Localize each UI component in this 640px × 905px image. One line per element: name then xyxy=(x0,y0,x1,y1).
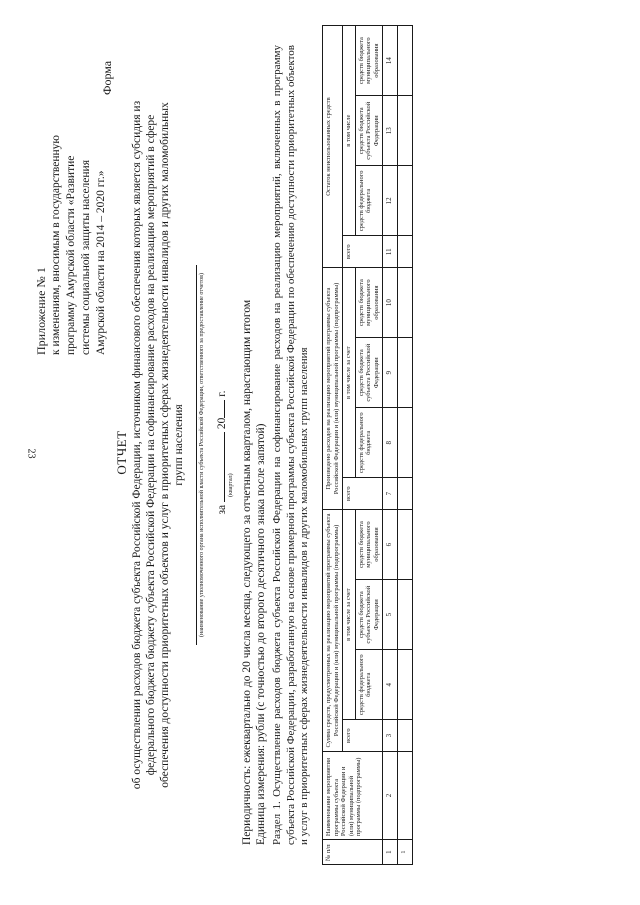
table-cell xyxy=(398,26,413,96)
column-number: 10 xyxy=(383,268,398,338)
table-cell xyxy=(398,268,413,338)
header-regional: средств бюджета субъекта Российской Федерации xyxy=(355,580,383,650)
appendix-line: системы социальной защиты населения xyxy=(80,160,92,355)
column-number: 5 xyxy=(383,580,398,650)
column-number: 12 xyxy=(383,166,398,236)
table-cell xyxy=(398,510,413,580)
header-spent: Произведено расходов на реализацию мероприятий программы субъекта Российской Федерации и (или) муниципальной программы (подпрограммы) xyxy=(323,268,343,510)
header-federal: средств федерального бюджета xyxy=(355,166,383,236)
report-table xyxy=(322,25,413,865)
periodicity-block xyxy=(240,25,268,845)
report-table-wrap xyxy=(322,25,413,865)
header-remaining: Остаток неиспользованных средств xyxy=(323,26,343,268)
column-number-row xyxy=(383,26,398,865)
page-number: 23 xyxy=(25,448,37,459)
column-number: 6 xyxy=(383,510,398,580)
table-cell xyxy=(398,166,413,236)
table-cell xyxy=(398,478,413,510)
header-planned: Сумма средств, предусмотренных на реализацию мероприятий программы субъекта Российской Федерации и (или) муниципальной программы (подпрограммы) xyxy=(323,510,343,752)
agency-caption: (наименование уполномоченного органа исполнительной власти субъекта Российской Федерации, ответственного за предоставление отчетов) xyxy=(199,273,205,637)
report-subtitle xyxy=(130,45,186,845)
header-name: Наименование мероприятия программы субъекта Российской Федерации и (или) муниципальной программы (подпрограммы) xyxy=(323,751,383,839)
period-suffix: г. xyxy=(216,390,228,397)
table-cell xyxy=(398,96,413,166)
column-number: 13 xyxy=(383,96,398,166)
quarter-blank xyxy=(213,432,225,502)
column-number: 8 xyxy=(383,408,398,478)
table-cell xyxy=(398,751,413,839)
header-regional: средств бюджета субъекта Российской Федерации xyxy=(355,96,383,166)
appendix-title: Приложение № 1 xyxy=(34,267,48,355)
table-cell xyxy=(398,236,413,268)
column-number: 4 xyxy=(383,650,398,720)
header-municipal: средств бюджета муниципального образования xyxy=(355,26,383,96)
column-number: 2 xyxy=(383,751,398,839)
header-total: всего xyxy=(343,236,383,268)
agency-fill-line xyxy=(196,265,197,645)
form-label: Форма xyxy=(100,60,114,95)
subtitle-line: обеспечения доступности приоритетных объектов и услуг в приоритетных сферах жизнедеятельности инвалидов и других маломобильных xyxy=(159,102,171,788)
column-number: 14 xyxy=(383,26,398,96)
section-1-heading: Раздел 1. Осуществление расходов бюджета субъекта Российской Федерации на софинансирование расходов на реализацию мероприятий, включенных в программу субъекта Российской Федерации, разработанную на основе примерной программы субъекта Российской Федерации по обеспечению доступности приоритетных объектов и услуг в приоритетных сферах жизнедеятельности инвалидов и других маломобильных групп населения xyxy=(271,45,310,845)
header-federal: средств федерального бюджета xyxy=(355,408,383,478)
header-incl-account: в том числе за счет xyxy=(343,268,356,478)
report-title: ОТЧЕТ xyxy=(114,430,129,475)
appendix-line: к изменениям, вносимым в государственную xyxy=(50,135,62,355)
period-century: 20 xyxy=(216,417,228,430)
table-cell xyxy=(398,580,413,650)
column-number: 3 xyxy=(383,720,398,752)
header-incl: в том числе xyxy=(343,26,356,236)
table-cell: 1 xyxy=(398,840,413,865)
column-number: 11 xyxy=(383,236,398,268)
subtitle-line: федерального бюджета бюджету субъекта Российской Федерации на софинансирование расходов на реализацию мероприятий в сфере xyxy=(145,114,157,776)
table-cell xyxy=(398,408,413,478)
subtitle-line: групп населения xyxy=(173,404,185,486)
quarter-caption: (квартал) xyxy=(228,473,234,497)
table-cell xyxy=(398,650,413,720)
header-total: всего xyxy=(343,478,383,510)
reporting-period xyxy=(213,0,228,905)
table-cell xyxy=(398,338,413,408)
header-federal: средств федерального бюджета xyxy=(355,650,383,720)
periodicity-text: Периодичность: ежеквартально до 20 числа месяца, следующего за отчетным кварталом, нарастающим итогом xyxy=(241,299,253,845)
header-municipal: средств бюджета муниципального образования xyxy=(355,268,383,338)
header-total: всего xyxy=(343,720,383,752)
column-number: 7 xyxy=(383,478,398,510)
header-regional: средств бюджета субъекта Российской Федерации xyxy=(355,338,383,408)
unit-text: Единица измерения: рубли (с точностью до второго десятичного знака после запятой) xyxy=(255,423,267,845)
header-row-1 xyxy=(323,26,343,865)
year-blank xyxy=(213,400,225,418)
table-row xyxy=(398,26,413,865)
header-municipal: средств бюджета муниципального образования xyxy=(355,510,383,580)
appendix-line: Амурской области на 2014 – 2020 гг.» xyxy=(95,170,107,355)
appendix-line: программу Амурской области «Развитие xyxy=(65,155,77,355)
column-number: 9 xyxy=(383,338,398,408)
period-prefix: за xyxy=(216,504,228,515)
header-num: № п/п xyxy=(323,840,383,865)
header-row-2 xyxy=(343,26,356,865)
column-number: 1 xyxy=(383,840,398,865)
table-cell xyxy=(398,720,413,752)
subtitle-line: об осуществлении расходов бюджета субъекта Российской Федерации, источником финансового обеспечения которых является субсидия из xyxy=(131,100,143,790)
appendix-block xyxy=(34,55,109,355)
header-incl-account: в том числе за счет xyxy=(343,510,356,720)
